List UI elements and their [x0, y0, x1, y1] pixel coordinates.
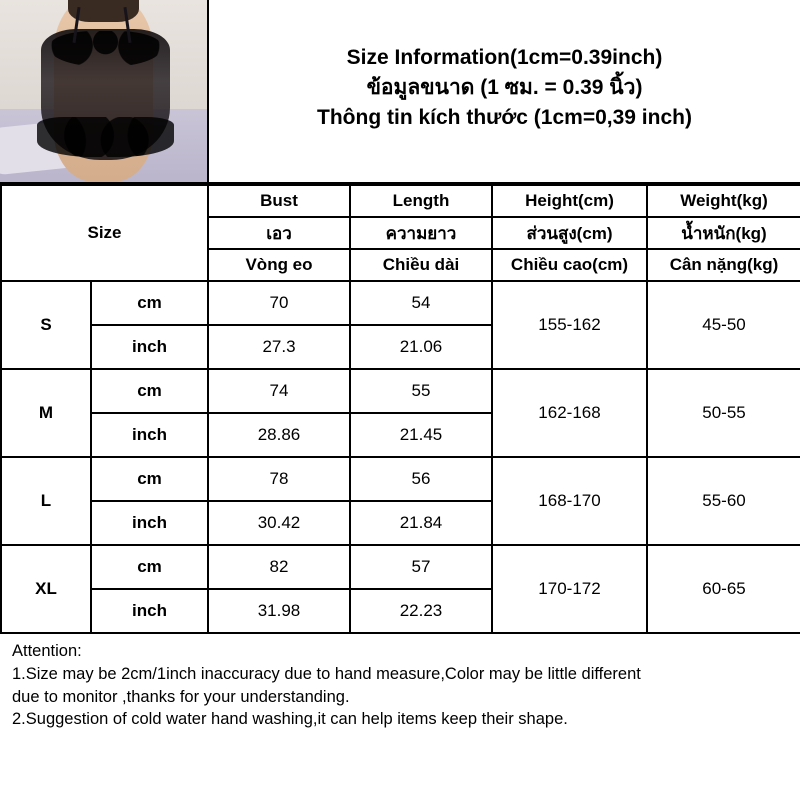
title-block — [209, 0, 800, 182]
header-bust-th: เอว — [208, 217, 350, 249]
title-line-en: Size Information(1cm=0.39inch) — [346, 46, 663, 70]
cell-bust-inch-m: 28.86 — [208, 413, 350, 457]
cell-length-cm-m: 55 — [350, 369, 492, 413]
cell-weight-m: 50-55 — [647, 369, 800, 457]
header-weight-th: น้ำหนัก(kg) — [647, 217, 800, 249]
table-header-row-en — [1, 185, 800, 217]
size-table — [0, 184, 800, 634]
row-unit-cm: cm — [91, 281, 208, 325]
title-line-th: ข้อมูลขนาด (1 ซม. = 0.39 นิ้ว) — [366, 76, 643, 100]
row-size-m: M — [1, 369, 91, 457]
header-weight-en: Weight(kg) — [647, 185, 800, 217]
attention-line-2: due to monitor ,thanks for your understanding. — [12, 687, 350, 706]
header-size-label: Size — [1, 185, 208, 281]
row-unit-inch: inch — [91, 325, 208, 369]
attention-line-3: 2.Suggestion of cold water hand washing,it can help items keep their shape. — [12, 710, 568, 729]
title-line-vi: Thông tin kích thước (1cm=0,39 inch) — [317, 105, 692, 129]
header-band — [0, 0, 800, 184]
cell-height-m: 162-168 — [492, 369, 647, 457]
cell-height-l: 168-170 — [492, 457, 647, 545]
cell-length-inch-m: 21.45 — [350, 413, 492, 457]
header-height-th: ส่วนสูง(cm) — [492, 217, 647, 249]
table-row — [1, 281, 800, 325]
header-length-en: Length — [350, 185, 492, 217]
row-unit-cm: cm — [91, 457, 208, 501]
table-row — [1, 369, 800, 413]
header-height-en: Height(cm) — [492, 185, 647, 217]
row-size-xl: XL — [1, 545, 91, 633]
cell-bust-cm-xl: 82 — [208, 545, 350, 589]
table-row — [1, 545, 800, 589]
cell-bust-inch-xl: 31.98 — [208, 589, 350, 633]
cell-bust-cm-s: 70 — [208, 281, 350, 325]
row-unit-cm: cm — [91, 369, 208, 413]
row-unit-inch: inch — [91, 413, 208, 457]
cell-length-cm-s: 54 — [350, 281, 492, 325]
cell-length-inch-l: 21.84 — [350, 501, 492, 545]
cell-bust-inch-s: 27.3 — [208, 325, 350, 369]
cell-bust-inch-l: 30.42 — [208, 501, 350, 545]
header-length-vi: Chiều dài — [350, 249, 492, 281]
product-photo-image — [0, 0, 207, 182]
attention-line-1: 1.Size may be 2cm/1inch inaccuracy due to hand measure,Color may be little different — [12, 664, 641, 683]
cell-length-inch-xl: 22.23 — [350, 589, 492, 633]
row-size-s: S — [1, 281, 91, 369]
header-bust-en: Bust — [208, 185, 350, 217]
cell-weight-xl: 60-65 — [647, 545, 800, 633]
row-unit-cm: cm — [91, 545, 208, 589]
header-length-th: ความยาว — [350, 217, 492, 249]
header-weight-vi: Cân nặng(kg) — [647, 249, 800, 281]
table-row — [1, 457, 800, 501]
cell-height-xl: 170-172 — [492, 545, 647, 633]
cell-length-inch-s: 21.06 — [350, 325, 492, 369]
product-photo — [0, 0, 209, 182]
row-unit-inch: inch — [91, 589, 208, 633]
attention-block — [0, 634, 800, 739]
row-size-l: L — [1, 457, 91, 545]
row-unit-inch: inch — [91, 501, 208, 545]
header-height-vi: Chiều cao(cm) — [492, 249, 647, 281]
photo-lace-hem — [37, 117, 174, 157]
cell-weight-s: 45-50 — [647, 281, 800, 369]
header-bust-vi: Vòng eo — [208, 249, 350, 281]
cell-weight-l: 55-60 — [647, 457, 800, 545]
cell-height-s: 155-162 — [492, 281, 647, 369]
cell-bust-cm-l: 78 — [208, 457, 350, 501]
attention-title: Attention: — [12, 642, 82, 660]
cell-bust-cm-m: 74 — [208, 369, 350, 413]
cell-length-cm-xl: 57 — [350, 545, 492, 589]
cell-length-cm-l: 56 — [350, 457, 492, 501]
